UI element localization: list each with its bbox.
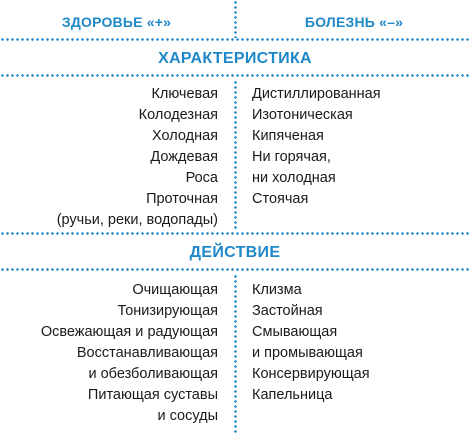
list-item: Изотоническая [252, 107, 353, 123]
list-item: Смывающая [252, 324, 338, 340]
list-item: Клизма [252, 282, 302, 298]
section-characteristics-divider [0, 74, 470, 77]
list-item: Колодезная [138, 107, 218, 123]
list-item: Ни горячая, [252, 149, 331, 165]
list-item: Ключевая [151, 86, 218, 102]
illness-characteristics-list [252, 84, 381, 210]
list-item: и обезболивающая [88, 366, 218, 382]
column-divider-section2 [234, 274, 237, 433]
list-item: Стоячая [252, 191, 309, 207]
section-action-top-divider [0, 232, 470, 235]
list-item: Дождевая [150, 149, 218, 165]
column-divider-top [234, 0, 237, 38]
list-item: Роса [185, 170, 218, 186]
health-action-list [41, 280, 218, 427]
health-column-header: ЗДОРОВЬЕ «+» [61, 14, 172, 30]
list-item: Дистиллированная [252, 86, 381, 102]
list-item: Освежающая и радующая [40, 324, 218, 340]
list-item: Очищающая [132, 282, 218, 298]
column-divider-section1 [234, 80, 237, 230]
list-item: Застойная [252, 303, 323, 319]
health-characteristics-list [57, 84, 218, 231]
list-item: Кипяченая [252, 128, 324, 144]
section-action-divider [0, 268, 470, 271]
illness-action-list [252, 280, 370, 406]
header-divider [0, 38, 470, 41]
list-item: ни холодная [252, 170, 336, 186]
list-item: Консервирующая [252, 366, 370, 382]
illness-column-header: БОЛЕЗНЬ «–» [304, 14, 404, 30]
list-item: Восстанавливающая [76, 345, 218, 361]
list-item: (ручьи, реки, водопады) [56, 212, 218, 228]
list-item: Тонизирующая [117, 303, 218, 319]
list-item: Питающая суставы [87, 387, 218, 403]
list-item: и промывающая [252, 345, 363, 361]
section-action-title: ДЕЙСТВИЕ [189, 244, 281, 261]
list-item: Холодная [151, 128, 218, 144]
list-item: Капельница [252, 387, 333, 403]
list-item: Проточная [146, 191, 218, 207]
section-characteristics-title: ХАРАКТЕРИСТИКА [158, 50, 312, 67]
list-item: и сосуды [157, 408, 218, 424]
